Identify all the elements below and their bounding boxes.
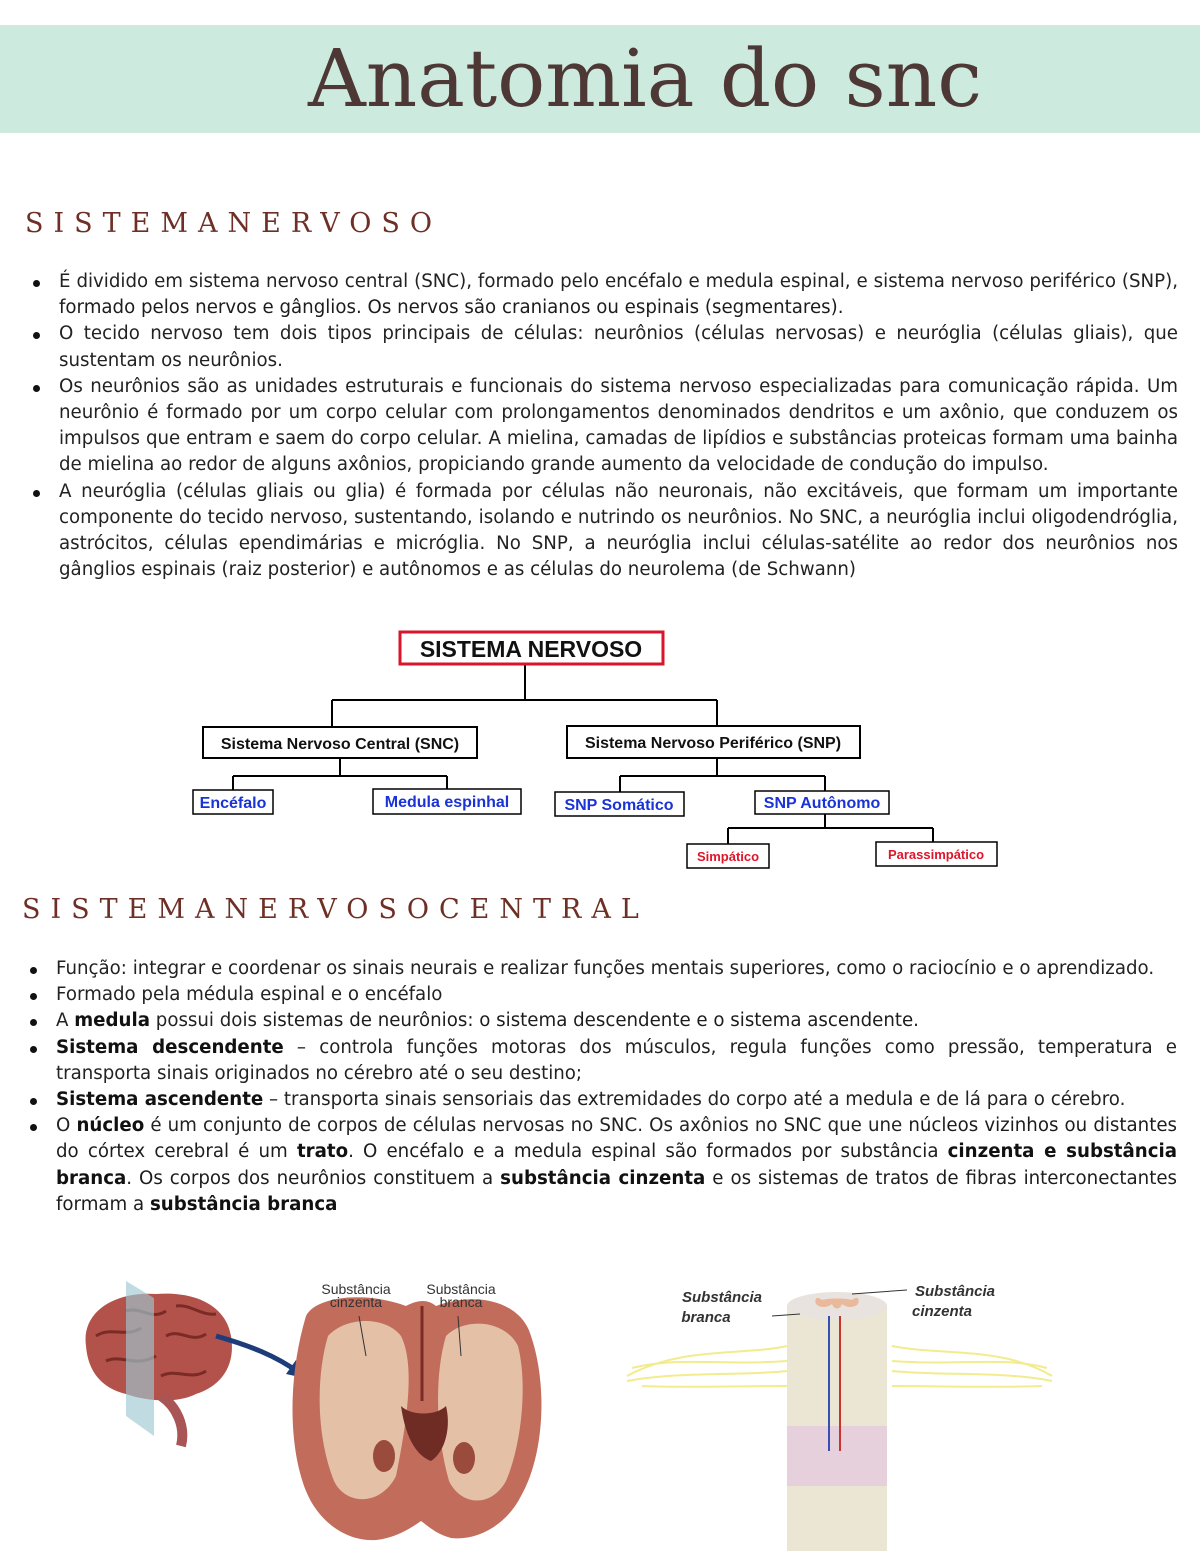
bullet-text: e os sistemas de tratos de fibras interconectantes formam a: [56, 1167, 1177, 1215]
diagram-encefalo-node: [193, 790, 273, 814]
pointer-line: [852, 1290, 907, 1294]
bullet-text: O tecido nervoso tem dois tipos principais de células: neurônios (células nervosas) e neuróglia (células gliais), que sustentam os neurônios.: [59, 323, 1178, 371]
diagram-encefalo-label: Encéfalo: [199, 795, 267, 812]
brain-lateral-image: [86, 1294, 232, 1446]
section1-bullets: [30, 269, 1178, 583]
bullet-text: formado pelos nervos e gânglios. Os nervos são cranianos ou espinais (segmentares).: [59, 297, 844, 319]
bold-term: substância branca: [149, 1193, 338, 1215]
diagram-snp-label: Sistema Nervoso Periférico (SNP): [584, 735, 842, 752]
list-item: [27, 982, 1177, 1008]
page-title: Anatomia do snc: [307, 32, 983, 125]
diagram-snp-node: [567, 726, 860, 758]
label-substancia-branca-1: Substância: [681, 1289, 763, 1306]
bold-term: substância cinzenta: [500, 1167, 706, 1189]
diagram-somatico-node: [555, 792, 684, 816]
label-substancia-cinzenta-1: Substância: [914, 1283, 996, 1300]
diagram-snc-label: Sistema Nervoso Central (SNC): [220, 736, 460, 753]
label-substancia-cinzenta-2: cinzenta: [329, 1294, 383, 1310]
diagram-autonomo-node: [755, 791, 889, 814]
bullet-text: A neuróglia (células gliais ou glia) é formada por células não neuronais, não excitáveis, que formam um importante componente do tecido nervoso, sustentando, isolando e nutrindo os neurônios. No SNC, a neuróglia inclui oligodendróglia, astrócitos, células ependimárias e micróglia. No SNP, a neuróglia inclui células-satélite ao redor dos neurônios nos gânglios espinais (raiz posterior) e autônomos e as células do neurolema (de Schwann): [59, 480, 1178, 581]
list-item: [27, 956, 1177, 982]
diagram-root-node: [400, 632, 663, 664]
section-heading-snc: SISTEMANERVOSOCENTRAL: [22, 894, 649, 925]
bold-term: Sistema ascendente: [56, 1089, 264, 1111]
bullet-text: A: [56, 1010, 75, 1032]
label-substancia-branca-2: branca: [439, 1294, 483, 1310]
bullet-text: Os neurônios são as unidades estruturais e funcionais do sistema nervoso especializadas para comunicação rápida. Um neurônio é formado por um corpo celular com prolongamentos denominados dendritos e um axônio, que conduzem os impulsos que entram e saem do corpo celular. A mielina, camadas de lipídios e substâncias proteicas formam uma bainha de mielina ao redor de alguns axônios, propiciando grande aumento da velocidade de condução do impulso.: [59, 375, 1178, 476]
diagram-medula-label: Medula espinhal: [384, 794, 510, 811]
list-item: [27, 1035, 1177, 1087]
section-plane: [126, 1281, 154, 1436]
list-item: [30, 374, 1178, 479]
bullet-text: – controla funções motoras dos músculos, regula funções como pressão, temperatura e transporta sinais originados no cérebro até o seu destino;: [56, 1036, 1177, 1084]
bullet-text: é um conjunto de corpos de células nervosas no SNC. Os axônios no SNC que une: [144, 1115, 909, 1137]
list-item: [30, 269, 1178, 321]
label-substancia-branca-1: Substância: [426, 1281, 496, 1297]
bullet-text: Função: integrar e coordenar os sinais neurais e realizar funções mentais superiores, como o raciocínio e o aprendizado.: [56, 958, 1155, 979]
section2-bullets: [27, 956, 1177, 1218]
bold-term: medula: [74, 1010, 150, 1032]
list-item: [30, 321, 1178, 373]
nervous-system-diagram: [185, 626, 1015, 874]
spinal-cord-image: [787, 1292, 887, 1551]
diagram-medula-node: [373, 789, 521, 814]
diagram-autonomo-label: SNP Autônomo: [763, 795, 881, 812]
diagram-simpatico-label: Simpático: [696, 849, 760, 864]
bold-term: cinzenta e substância branca: [56, 1141, 1178, 1189]
list-item: [27, 1113, 1177, 1218]
spinal-cord-illustration: [622, 1276, 1062, 1551]
list-item: [30, 479, 1178, 584]
bullet-text: . Os corpos dos neurônios constituem a: [126, 1167, 501, 1189]
list-item: [27, 1008, 1177, 1034]
diagram-somatico-label: SNP Somático: [564, 797, 674, 814]
bullet-text: . O encéfalo e a medula espinal são formados por substância: [348, 1141, 948, 1163]
label-substancia-cinzenta-1: Substância: [321, 1281, 391, 1297]
brain-section-illustration: [66, 1276, 566, 1551]
bullet-text: – transporta sinais sensoriais das extremidades do corpo até a medula e de lá para o cérebro.: [263, 1089, 1126, 1111]
bold-term: Sistema descendente: [56, 1036, 284, 1058]
diagram-root-label: SISTEMA NERVOSO: [419, 636, 643, 662]
list-item: [27, 1087, 1177, 1113]
bullet-text: É dividido em sistema nervoso central (SNC), formado pelo encéfalo e medula espinal, e sistema nervoso periférico (SNP),: [59, 271, 1178, 292]
bullet-text: Formado pela médula espinal e o encéfalo: [56, 984, 443, 1006]
bold-term: trato: [296, 1141, 349, 1163]
bold-term: núcleo: [76, 1115, 145, 1137]
diagram-parassimpatico-label: Parassimpático: [887, 847, 985, 862]
bullet-text: possui dois: [150, 1010, 263, 1032]
diagram-parassimpatico-node: [876, 842, 997, 866]
bullet-text: núcleos vizinhos ou distantes do córtex cerebral é um: [56, 1115, 1177, 1163]
bullet-text: O: [56, 1115, 77, 1137]
section-heading-sistema-nervoso: SISTEMANERVOSO: [25, 208, 443, 239]
brain-coronal-image: [293, 1297, 542, 1540]
bullet-text: sistemas de neurônios: o sistema descendente e o sistema ascendente.: [262, 1010, 919, 1032]
diagram-simpatico-node: [687, 844, 769, 868]
diagram-snc-node: [203, 727, 477, 758]
label-substancia-branca-2: branca: [681, 1309, 731, 1326]
label-substancia-cinzenta-2: cinzenta: [911, 1303, 973, 1320]
